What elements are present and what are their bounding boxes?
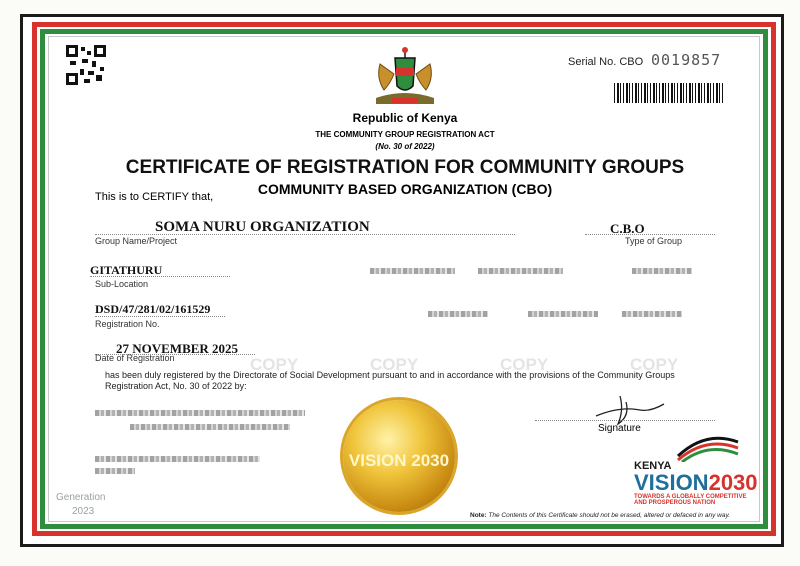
note-label: Note: — [470, 512, 487, 519]
redacted-field — [95, 468, 135, 474]
watermark: COPY — [630, 355, 679, 374]
generation-year: 2023 — [72, 506, 95, 517]
act-name: THE COMMUNITY GROUP REGISTRATION ACT — [315, 130, 495, 139]
redacted-field — [370, 268, 455, 274]
vision-tagline — [634, 494, 746, 506]
generation-label: Generation — [56, 492, 106, 503]
sub-location-value: GITATHURU — [90, 263, 163, 277]
signature-label: Signature — [598, 423, 641, 434]
certify-text: This is to CERTIFY that, — [95, 191, 214, 203]
redacted-field — [130, 424, 290, 430]
barcode-icon — [614, 83, 724, 103]
divider — [585, 234, 715, 235]
watermark: COPY — [250, 355, 299, 374]
group-name-value: SOMA NURU ORGANIZATION — [155, 219, 370, 235]
act-number: (No. 30 of 2022) — [375, 142, 435, 151]
vision-word: VISION — [634, 470, 709, 495]
watermark: COPY — [370, 355, 419, 374]
redacted-field — [622, 311, 682, 317]
note-text: The Contents of this Certificate should not be erased, altered or defaced in any way. — [488, 512, 731, 519]
certificate-title: CERTIFICATE OF REGISTRATION FOR COMMUNITY GROUPS — [125, 157, 685, 178]
serial-number: 0019857 — [651, 51, 722, 69]
group-type-label: Type of Group — [625, 236, 683, 246]
serial-label: Serial No. CBO — [568, 56, 644, 68]
divider — [95, 316, 225, 317]
footer-note — [470, 512, 730, 519]
group-name-label: Group Name/Project — [95, 236, 178, 246]
vision-tagline-line-1: TOWARDS A GLOBALLY COMPETITIVE — [634, 494, 747, 500]
republic-heading: Republic of Kenya — [352, 111, 458, 125]
vision-country: KENYA — [634, 460, 672, 472]
seal-text: VISION 2030 — [348, 451, 450, 470]
divider — [90, 276, 230, 277]
qr-code-icon — [66, 45, 106, 85]
certificate-subtitle: COMMUNITY BASED ORGANIZATION (CBO) — [257, 181, 553, 197]
redacted-field — [478, 268, 563, 274]
registration-no-label: Registration No. — [95, 319, 160, 329]
redacted-field — [428, 311, 488, 317]
registration-body-text: has been duly registered by the Directorate of Social Development pursuant to and in accordance with the provisions of the Community Groups Registration Act, No. 30 of 2022 by: — [105, 370, 675, 391]
redacted-field — [95, 410, 305, 416]
divider — [535, 420, 715, 421]
vision-flag-icon — [676, 434, 740, 467]
group-type-value: C.B.O — [610, 221, 645, 236]
vision-tagline-line-2: AND PROSPEROUS NATION — [634, 500, 716, 506]
registration-no-value: DSD/47/281/02/161529 — [95, 302, 211, 316]
sub-location-label: Sub-Location — [95, 279, 149, 289]
redacted-field — [95, 456, 260, 462]
redacted-field — [632, 268, 692, 274]
registration-date-label: Date of Registration — [95, 353, 175, 363]
vision-year: 2030 — [708, 470, 758, 495]
coat-of-arms-icon — [370, 44, 440, 108]
divider — [95, 234, 515, 235]
redacted-field — [528, 311, 598, 317]
registration-date-value: 27 NOVEMBER 2025 — [116, 341, 239, 356]
vision-logo-text — [634, 470, 758, 496]
watermark: COPY — [500, 355, 549, 374]
